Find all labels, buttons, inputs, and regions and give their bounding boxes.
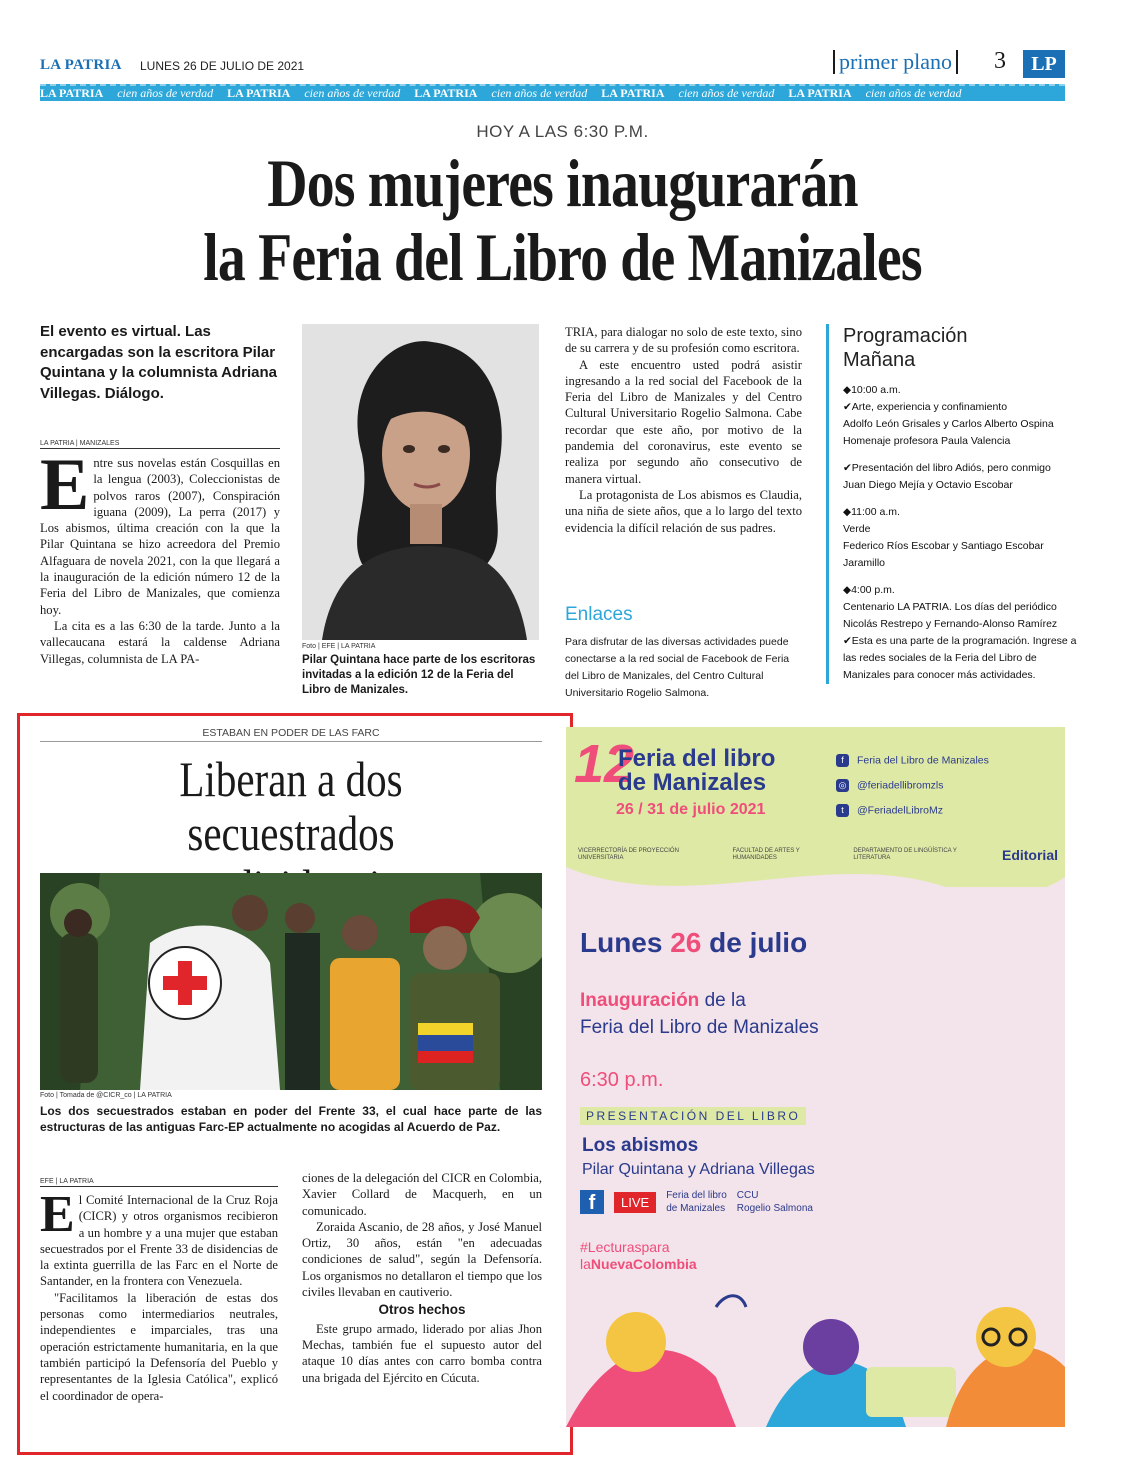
prog-line: Adolfo León Grisales y Carlos Alberto Ospina <box>843 418 1054 430</box>
story2-paragraph-4: Zoraida Ascanio, de 28 años, y José Manuel Ortiz, 30 años, están "en adecuadas condiciones de salud", según la Defensoría. Los organismos no detallaron el tiempo que los civiles llevaban en cautiverio. <box>302 1219 542 1300</box>
paragraph-3: TRIA, para dialogar no solo de este texto, sino de su carrera y de su profesión como escritora. <box>565 325 802 356</box>
story2-kicker: ESTABAN EN PODER DE LAS FARC <box>40 727 542 742</box>
ad-social-fb-text: Feria del Libro de Manizales <box>857 754 989 767</box>
ad-live-small: de Manizales <box>666 1203 726 1214</box>
headline-line-1: Dos mujeres inaugurarán <box>267 145 858 221</box>
ad-time: 6:30 p.m. <box>580 1069 664 1091</box>
sponsor-logo: VICERRECTORÍA DE PROYECCIÓN UNIVERSITARIA <box>578 848 679 861</box>
ad-social-twitter <box>836 804 943 817</box>
story2-dropcap: E <box>40 1186 75 1243</box>
strip-brand: LA PATRIA <box>601 86 665 100</box>
strip-slogan: cien años de verdad <box>678 86 775 100</box>
paragraph-1: ntre sus novelas están Cosquillas en la lengua (2003), Coleccionistas de polvos raros (2007), Conspiración iguana (2009), La perra (2017) y Los abismos, última creación con la que la Pilar Quintana se hizo acreedora del Premio Alfaguara de novela 2021, con la que llegará a la inauguración de la edición número 12 de la Feria del Libro de Manizales, que comienza hoy. <box>40 456 280 617</box>
strip-slogan: cien años de verdad <box>491 86 588 100</box>
ad-hashtag-la: la <box>580 1256 591 1272</box>
ad-title-line-2: de Manizales <box>618 769 767 796</box>
twitter-icon: t <box>836 804 849 817</box>
prog-block-3 <box>843 504 1083 572</box>
facebook-icon: f <box>580 1190 604 1214</box>
enlaces-text: Para disfrutar de las diversas actividades puede conectarse a la red social de Facebook de Feria del Libro de Manizales, del Centro Cultural Universitario Rogelio Salmona. <box>565 636 790 699</box>
story-deck: El evento es virtual. Las encargadas son la escritora Pilar Quintana y la columnista Adriana Villegas. Diálogo. <box>40 323 277 402</box>
enlaces-title: Enlaces <box>565 604 633 625</box>
ad-readers-illustration <box>566 1287 1065 1427</box>
programacion-title <box>843 324 1083 372</box>
prog-line: Federico Ríos Escobar y Santiago Escobar Jaramillo <box>843 540 1044 569</box>
photo2-caption: Los dos secuestrados estaban en poder del Frente 33, el cual hace parte de las estructuras de las antiguas Farc-EP actualmente no acogidas al Acuerdo de Paz. <box>40 1104 542 1134</box>
story2-paragraph-5: Este grupo armado, liderado por alias Jhon Mechas, también fue el supuesto autor del ataque 10 días antes con carro bomba contra una brigada del Ejército en Cúcuta. <box>302 1321 542 1385</box>
ad-inauguration <box>580 987 819 1041</box>
prog-block-2 <box>843 460 1083 494</box>
ad-inaug-highlight: Inauguración <box>580 990 700 1011</box>
ad-live-source-1 <box>666 1189 727 1215</box>
prog-line: Verde <box>843 523 871 535</box>
strip-brand: LA PATRIA <box>227 86 291 100</box>
paragraph-2: La cita es a las 6:30 de la tarde. Junto a la vallecaucana estará la caldense Adriana Villegas, columnista de LA PA- <box>40 618 280 666</box>
book-fair-ad <box>566 727 1065 1427</box>
ad-day-number: 26 <box>670 927 702 958</box>
ad-inaug-rest: de la <box>699 990 746 1011</box>
live-badge: LIVE <box>614 1192 656 1213</box>
facebook-icon: f <box>836 754 849 767</box>
prog-line: Juan Diego Mejía y Octavio Escobar <box>843 479 1013 491</box>
ad-hashtag-line-1: #Lecturaspara <box>580 1239 670 1255</box>
jungle-scene-illustration <box>40 873 542 1090</box>
portrait-illustration <box>302 324 539 640</box>
photo1-caption <box>302 643 539 698</box>
ad-live-source-2 <box>737 1189 813 1215</box>
prog-time: ◆4:00 p.m. <box>843 584 895 596</box>
story2-column-2 <box>302 1170 542 1386</box>
section-name: primer plano <box>833 50 958 74</box>
prog-line: ✔Presentación del libro Adiós, pero conmigo <box>843 462 1051 474</box>
strip-slogan: cien años de verdad <box>117 86 214 100</box>
ad-dates: 26 / 31 de julio 2021 <box>616 801 766 818</box>
story-kicker: HOY A LAS 6:30 P.M. <box>476 122 649 141</box>
ad-day-suffix: de julio <box>701 927 808 958</box>
prog-block-1 <box>843 382 1083 450</box>
strip-slogan: cien años de verdad <box>865 86 962 100</box>
ad-presentation-label: PRESENTACIÓN DEL LIBRO <box>580 1107 806 1125</box>
ad-title <box>618 747 775 795</box>
strip-brand: LA PATRIA <box>788 86 852 100</box>
story2-byline: EFE | LA PATRIA <box>40 1178 278 1187</box>
ad-sponsor-logos <box>578 847 1058 863</box>
photo1-caption-text: Pilar Quintana hace parte de los escritoras invitadas a la edición 12 de la Feria del Libro de Manizales. <box>302 654 536 696</box>
ad-edition-number: 12 <box>574 734 635 794</box>
ad-social-instagram <box>836 779 944 792</box>
ad-book-title: Los abismos <box>582 1135 699 1156</box>
photo1-credit: Foto | EFE | LA PATRIA <box>302 643 376 650</box>
story-headline <box>101 146 1024 294</box>
story2-paragraph-1: l Comité Internacional de la Cruz Roja (CICR) y otros organismos recibieron a un hombre y a una mujer que estaban secuestrados por el Frente 33 de disidencias de la extinta guerrilla de las Farc en el Norte de Santander, en la frontera con Venezuela. <box>40 1193 278 1289</box>
story2-column-1 <box>40 1178 278 1404</box>
prog-time: ◆10:00 a.m. <box>843 384 901 396</box>
ad-inaug-line-2: Feria del Libro de Manizales <box>580 1017 819 1038</box>
masthead-logo: LA PATRIA <box>40 57 122 73</box>
programacion-title-line-1: Programación <box>843 325 968 347</box>
ad-social-tw-text: @FeriadelLibroMz <box>857 804 943 817</box>
ad-social-facebook <box>836 754 989 767</box>
ad-day-prefix: Lunes <box>580 927 671 958</box>
paragraph-5: La protagonista de Los abismos es Claudia, una niña de siete años, que a lo largo del texto evidencia la difícil relación de sus padres. <box>565 487 802 535</box>
story-column-1 <box>40 440 280 667</box>
prog-line: ✔Arte, experiencia y confinamiento <box>843 401 1008 413</box>
prog-line: Homenaje profesora Paula Valencia <box>843 435 1011 447</box>
prog-time: ◆11:00 a.m. <box>843 506 900 518</box>
ad-live-row <box>580 1189 813 1215</box>
story2-paragraph-3: ciones de la delegación del CICR en Colombia, Xavier Collard de Macquerh, en un comunicado. <box>302 1171 542 1218</box>
story-column-3 <box>565 324 802 536</box>
slogan-strip <box>40 84 1065 101</box>
ad-title-line-1: Feria del libro <box>618 745 776 772</box>
story-byline: LA PATRIA | MANIZALES <box>40 440 280 449</box>
pilar-quintana-photo <box>302 324 539 640</box>
prog-line: ✔Esta es una parte de la programación. Ingrese a las redes sociales de la Feria del Libro de Manizales para conocer más actividades. <box>843 635 1077 681</box>
headline-line-2: la Feria del Libro de Manizales <box>203 219 922 295</box>
ad-authors: Pilar Quintana y Adriana Villegas <box>582 1161 815 1178</box>
story2-subhead: Otros hechos <box>378 1302 466 1318</box>
prog-block-4 <box>843 582 1083 684</box>
programacion-box <box>826 324 1083 684</box>
dropcap: E <box>40 444 90 526</box>
liberation-photo <box>40 873 542 1090</box>
instagram-icon: ◎ <box>836 779 849 792</box>
lp-badge: LP <box>1023 50 1065 78</box>
ad-hashtag-bold: NuevaColombia <box>590 1256 697 1272</box>
sponsor-logo: FACULTAD DE ARTES Y HUMANIDADES <box>732 848 800 861</box>
programacion-title-line-2: Mañana <box>843 349 916 371</box>
story2-paragraph-2: "Facilitamos la liberación de estas dos personas como intermediarios neutrales, independientes e imparciales, tras una operación estrictamente humanitaria, en la que también participó la Defensoría del Pueblo y representantes de la Iglesia Católica", explicó el coordinador de opera- <box>40 1290 278 1403</box>
sponsor-logo: DEPARTAMENTO DE LINGÜÍSTICA Y LITERATURA <box>853 848 957 861</box>
story2-headline-line-1: Liberan a dos secuestrados <box>179 751 403 861</box>
strip-brand: LA PATRIA <box>40 86 104 100</box>
ad-day <box>580 927 807 959</box>
ad-live-small: CCU <box>736 1190 759 1201</box>
ad-live-small: Rogelio Salmona <box>736 1203 813 1214</box>
prog-line: Centenario LA PATRIA. Los días del periódico Nicolás Restrepo y Fernando-Alonso Ramírez <box>843 601 1058 630</box>
masthead-date: LUNES 26 DE JULIO DE 2021 <box>140 59 305 73</box>
strip-brand: LA PATRIA <box>414 86 478 100</box>
ad-social-ig-text: @feriadellibromzls <box>857 779 944 792</box>
editorial-logo: Editorial <box>1001 847 1058 863</box>
paragraph-4: A este encuentro usted podrá asistir ingresando a la red social del Facebook de la Feria del Libro de Manizales y del Centro Cultural Universitario Rogelio Salmona. Cabe recordar que este año, por motivo de la pandemia del coronavirus, este evento se realiza por segundo año consecutivo de manera virtual. <box>565 357 802 486</box>
ad-hashtag <box>580 1239 697 1273</box>
ad-live-small: Feria del libro <box>666 1190 727 1201</box>
strip-slogan: cien años de verdad <box>304 86 401 100</box>
enlaces-box <box>565 604 802 702</box>
page-number: 3 <box>994 48 1006 74</box>
photo2-credit: Foto | Tomada de @CICR_co | LA PATRIA <box>40 1092 172 1099</box>
